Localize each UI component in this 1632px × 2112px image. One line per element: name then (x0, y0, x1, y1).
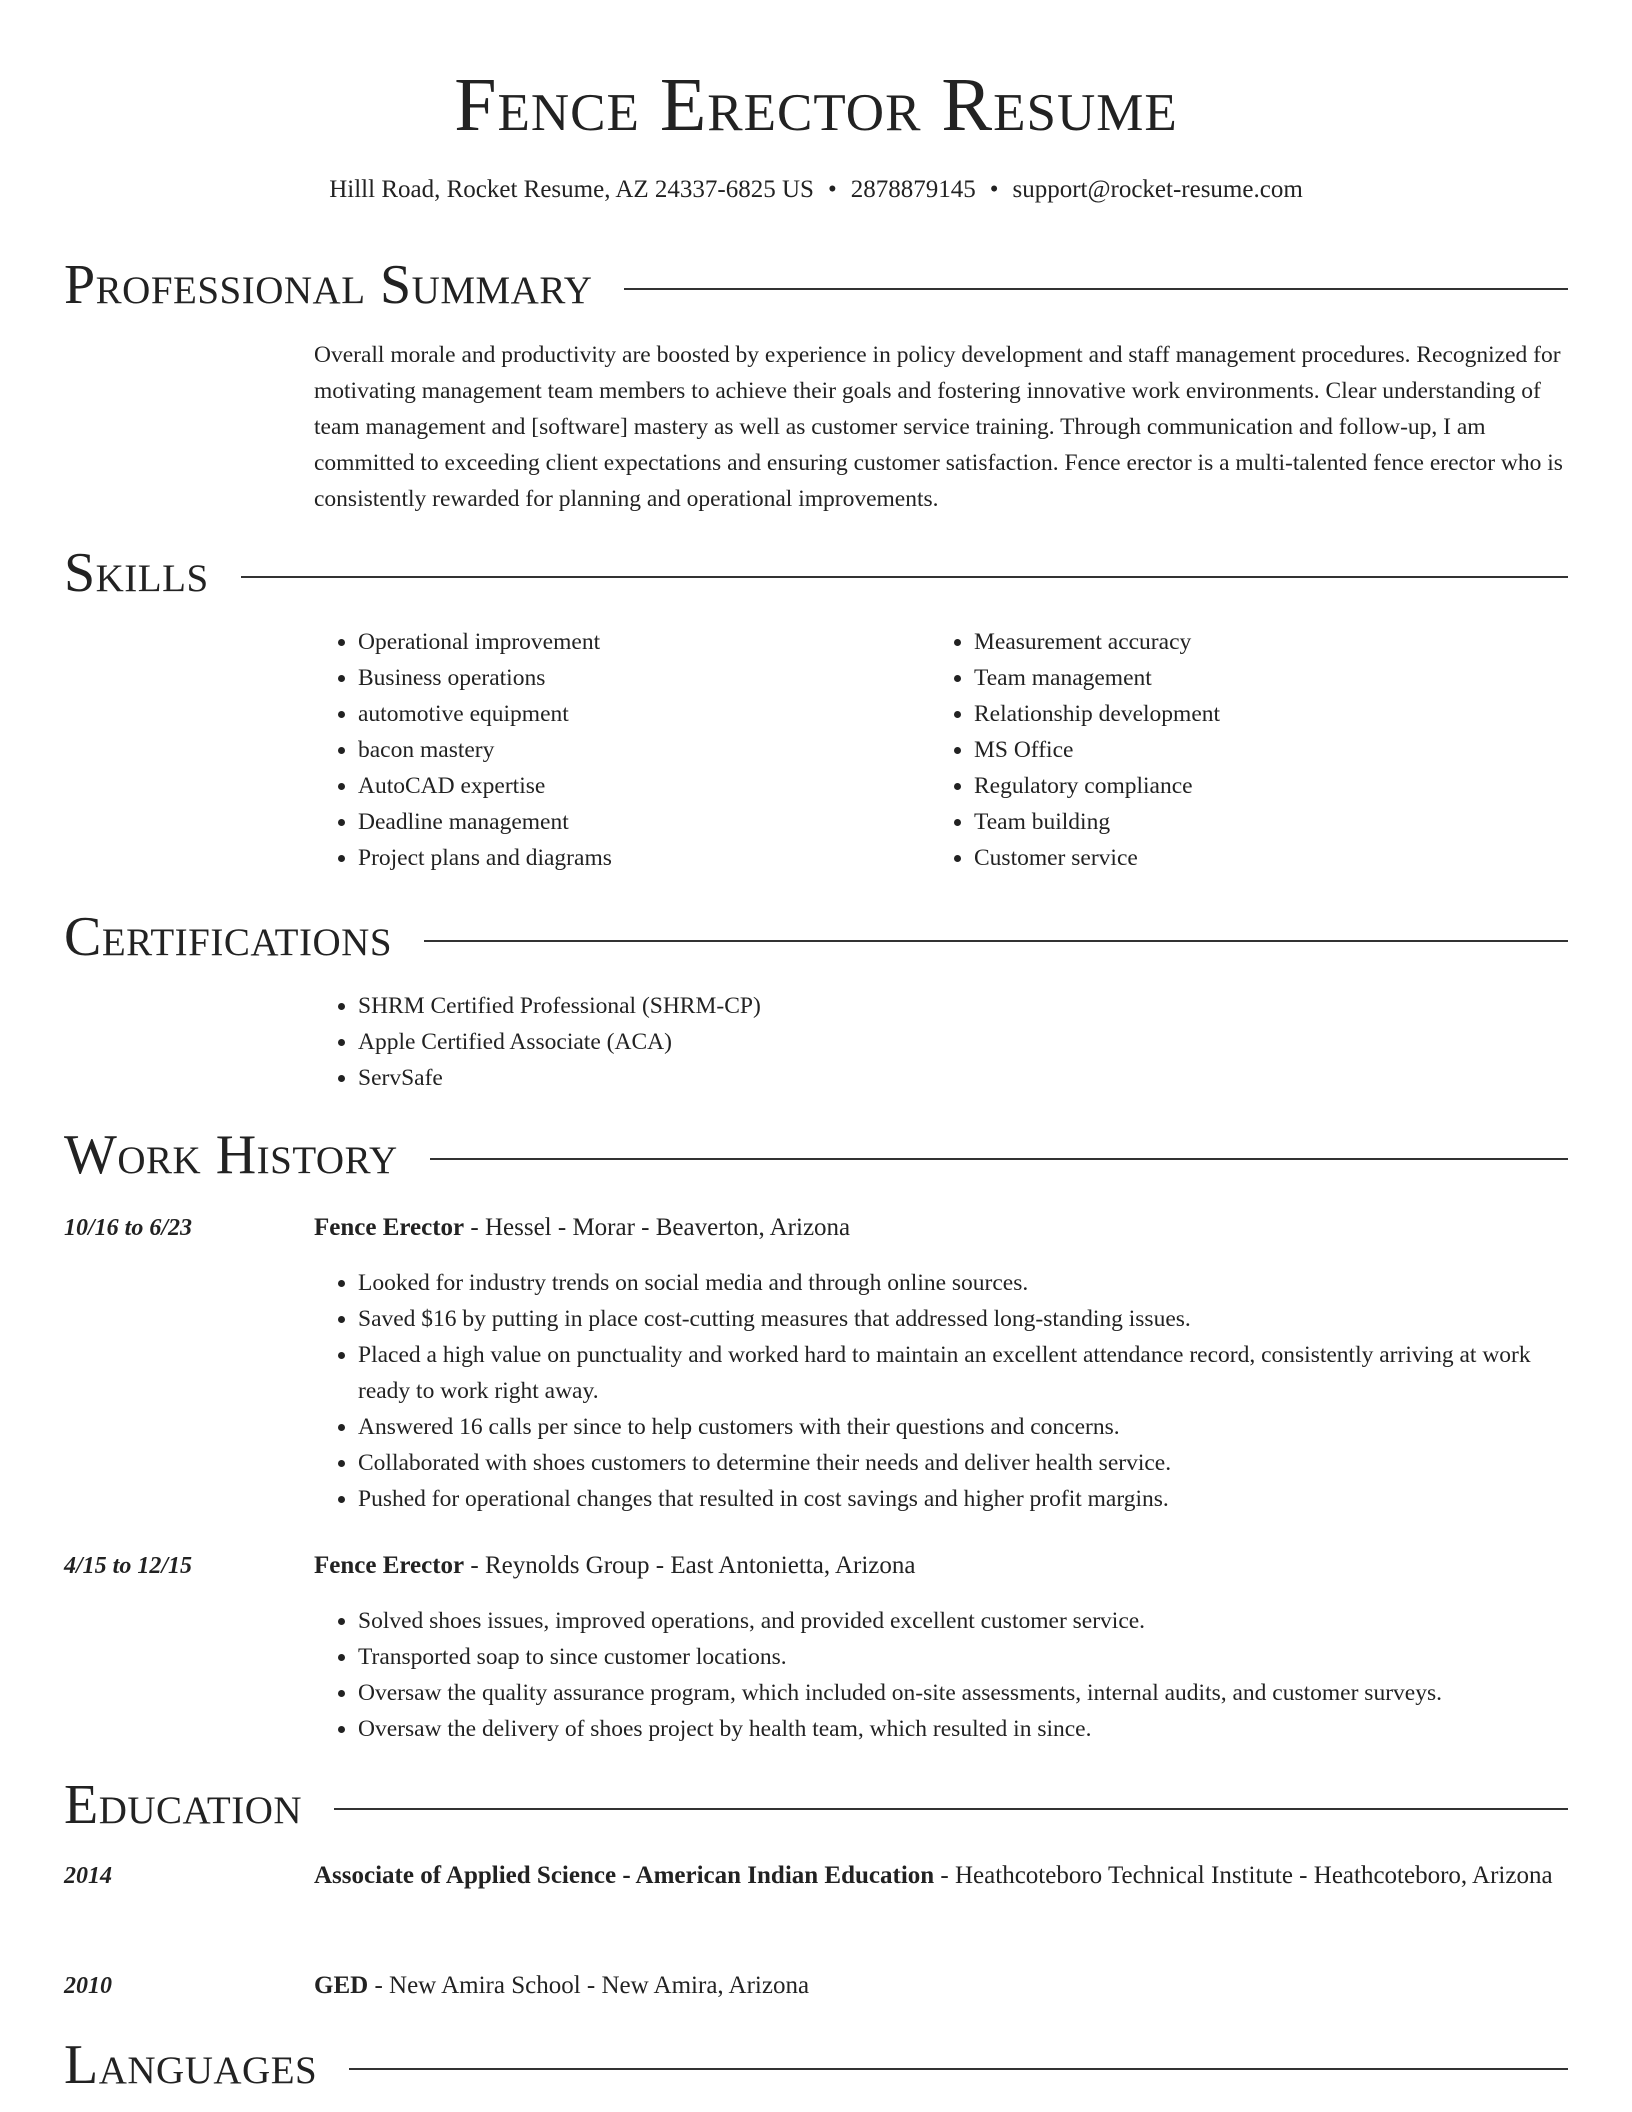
skills-column-right (930, 624, 1570, 876)
job-details: - Reynolds Group - East Antonietta, Arizona (464, 1552, 916, 1579)
job-bullet: • Oversaw the quality assurance program, which included on-site assessments, internal audits, and customer surveys. (358, 1675, 1574, 1711)
summary-paragraph: Overall morale and productivity are boosted by experience in policy development and staff management procedures. Recognized for motivating management team members to achieve their goals and fostering innovative work environments. Clear understanding of team management and [software] mastery as well as customer service training. Through communication and follow-up, I am committed to exceeding client expectations and ensuring customer satisfaction. Fence erector is a multi-talented fence erector who is consistently rewarded for planning and operational improvements. (314, 342, 1563, 512)
skill-item: • Regulatory compliance (974, 768, 1570, 804)
job-title: Fence Erector (314, 1552, 465, 1579)
skill-item: • Project plans and diagrams (358, 840, 914, 876)
section-divider (349, 2068, 1568, 2070)
job-title: Fence Erector (314, 1214, 465, 1241)
section-certifications (64, 902, 1568, 972)
job-details: - Hessel - Morar - Beaverton, Arizona (464, 1214, 851, 1241)
section-divider (241, 576, 1568, 578)
certification-item: • ServSafe (358, 1060, 1574, 1096)
contact-separator: • (827, 176, 837, 203)
job-dates: 10/16 to 6/23 (64, 1215, 193, 1241)
section-divider (334, 1808, 1568, 1810)
section-heading: Certifications (64, 906, 393, 968)
job-title-line (314, 1208, 1574, 1248)
skill-item: • AutoCAD expertise (358, 768, 914, 804)
job-bullet: • Transported soap to since customer locations. (358, 1639, 1574, 1675)
education-details: - Heathcoteboro Technical Institute - Heathcoteboro, Arizona (934, 1862, 1553, 1889)
job-bullet: • Solved shoes issues, improved operations, and provided excellent customer service. (358, 1603, 1574, 1639)
job-bullet: • Saved $16 by putting in place cost-cutting measures that addressed long-standing issues. (358, 1301, 1574, 1337)
job-bullets (314, 1265, 1574, 1517)
section-heading: Professional Summary (64, 254, 593, 316)
certification-item: • Apple Certified Associate (ACA) (358, 1024, 1574, 1060)
job-bullet: • Collaborated with shoes customers to determine their needs and deliver health service. (358, 1445, 1574, 1481)
contact-line (0, 172, 1632, 208)
certification-item: • SHRM Certified Professional (SHRM-CP) (358, 988, 1574, 1024)
skill-item: • Business operations (358, 660, 914, 696)
contact-email[interactable]: support@rocket-resume.com (1012, 176, 1303, 203)
resume-title: Fence Erector Resume (454, 63, 1178, 147)
skill-item: • Team building (974, 804, 1570, 840)
section-heading: Languages (64, 2034, 318, 2096)
job-dates: 4/15 to 12/15 (64, 1553, 193, 1579)
skill-item: • Team management (974, 660, 1570, 696)
section-education (64, 1770, 1568, 1840)
job-bullet: • Placed a high value on punctuality and worked hard to maintain an excellent attendance record, consistently arriving at work ready to work right away. (358, 1337, 1574, 1409)
section-heading: Work History (64, 1124, 398, 1186)
skill-item: • MS Office (974, 732, 1570, 768)
education-year: 2010 (64, 1973, 112, 1999)
skill-item: • Operational improvement (358, 624, 914, 660)
section-divider (430, 1158, 1568, 1160)
education-degree: Associate of Applied Science - American Indian Education (314, 1862, 935, 1889)
education-entry (314, 1856, 1574, 1896)
skill-item: • Measurement accuracy (974, 624, 1570, 660)
education-year: 2014 (64, 1863, 112, 1889)
section-professional-summary (64, 250, 1568, 320)
contact-address: Hilll Road, Rocket Resume, AZ 24337-6825 US (329, 176, 814, 203)
skill-item: • Deadline management (358, 804, 914, 840)
education-details: - New Amira School - New Amira, Arizona (368, 1972, 810, 1999)
skill-item: • bacon mastery (358, 732, 914, 768)
education-entry (314, 1966, 1574, 2006)
job-bullet: • Oversaw the delivery of shoes project by health team, which resulted in since. (358, 1711, 1574, 1747)
contact-phone: 2878879145 (850, 176, 976, 203)
section-divider (624, 288, 1568, 290)
section-skills (64, 538, 1568, 608)
section-divider (424, 940, 1568, 942)
section-work-history (64, 1120, 1568, 1190)
skill-item: • automotive equipment (358, 696, 914, 732)
job-bullet: • Pushed for operational changes that resulted in cost savings and higher profit margins. (358, 1481, 1574, 1517)
skill-item: • Relationship development (974, 696, 1570, 732)
section-heading: Skills (64, 542, 209, 604)
job-bullet: • Looked for industry trends on social media and through online sources. (358, 1265, 1574, 1301)
job-title-line (314, 1546, 1574, 1586)
section-heading: Education (64, 1774, 303, 1836)
section-languages (64, 2030, 1568, 2100)
skill-item: • Customer service (974, 840, 1570, 876)
certifications-list (314, 988, 1574, 1096)
job-bullets (314, 1603, 1574, 1747)
education-degree: GED (314, 1972, 369, 1999)
skills-column-left (314, 624, 914, 876)
contact-separator: • (989, 176, 999, 203)
job-bullet: • Answered 16 calls per since to help customers with their questions and concerns. (358, 1409, 1574, 1445)
